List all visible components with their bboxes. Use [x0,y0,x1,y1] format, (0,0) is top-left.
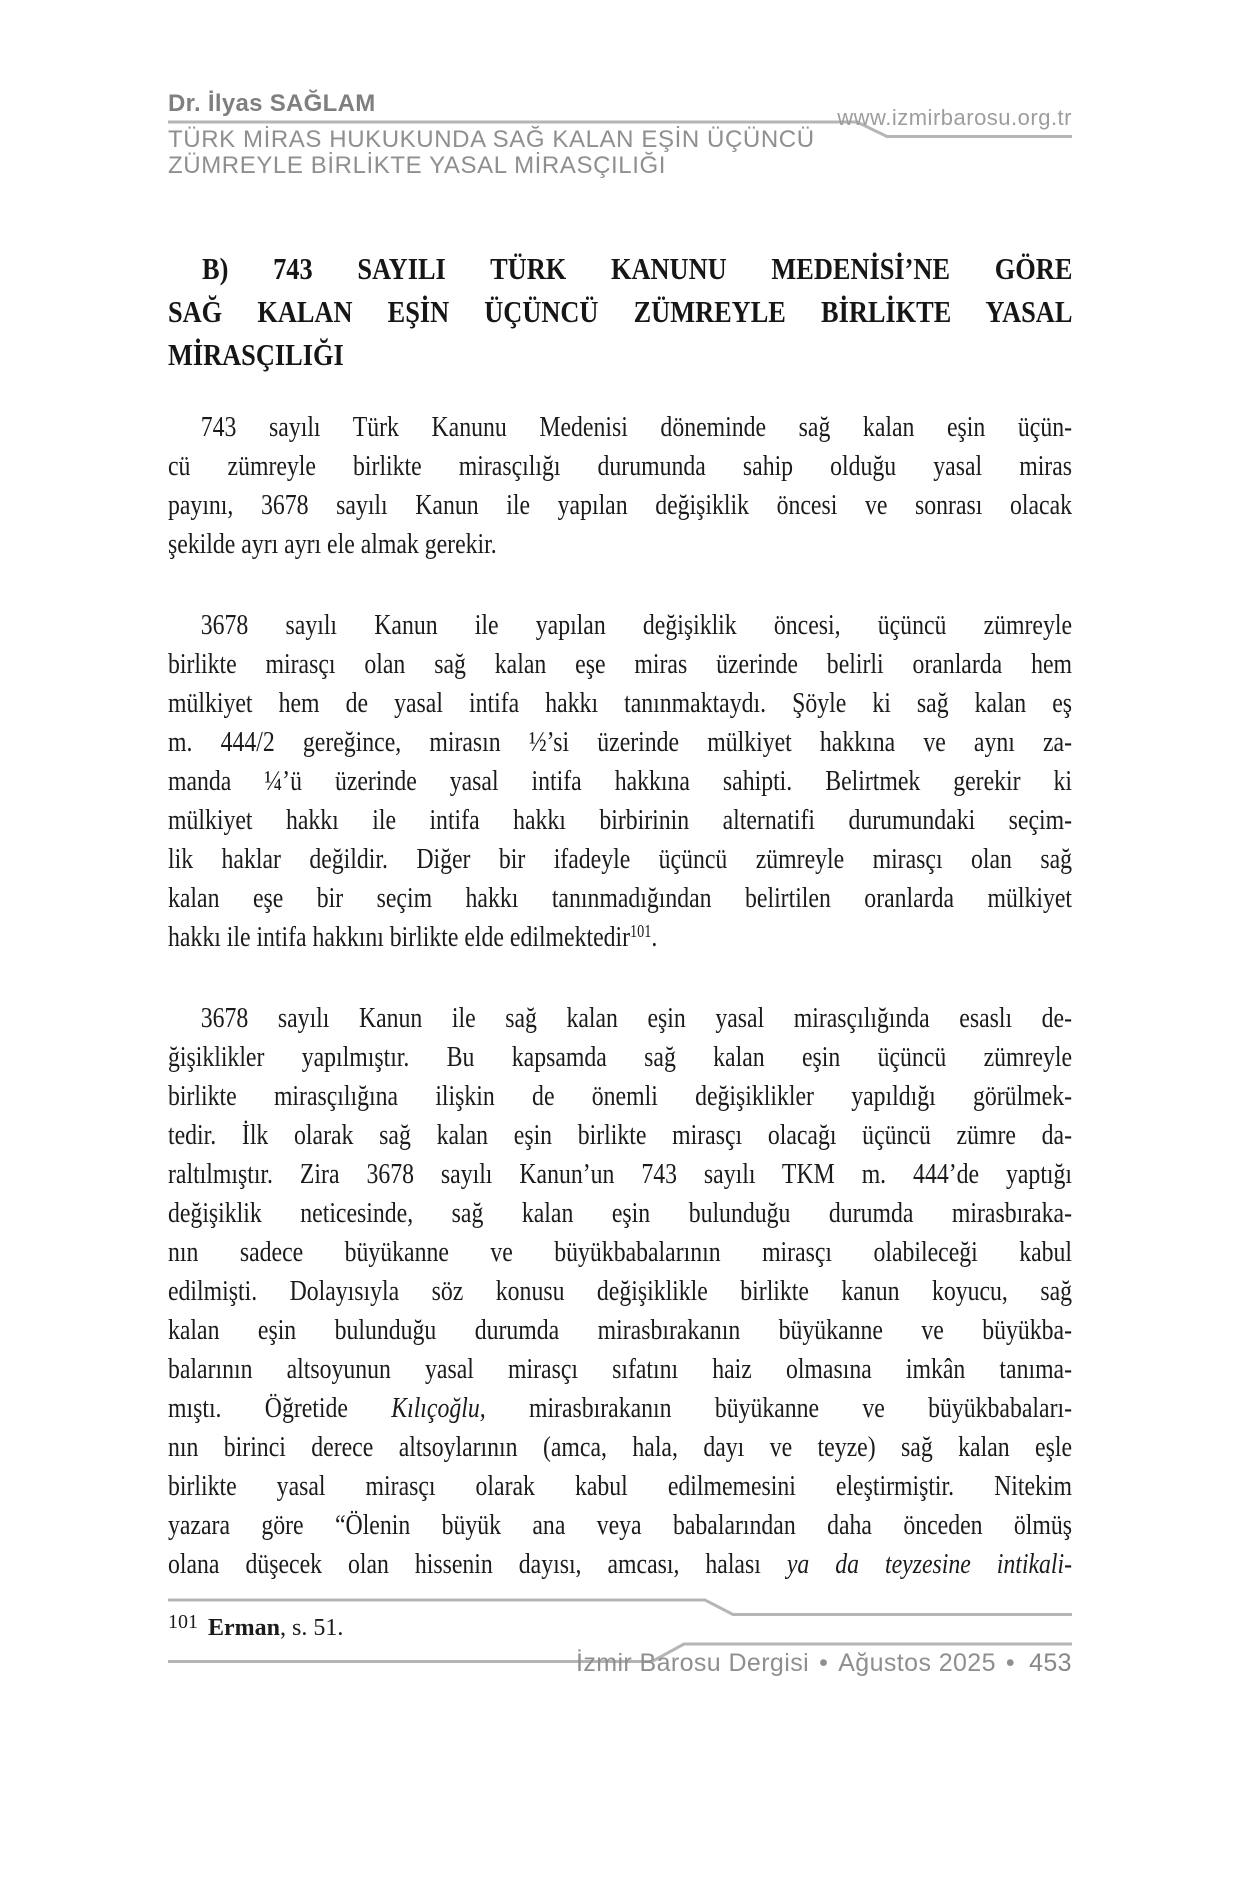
footer-bullet: • [1005,1649,1016,1677]
text-line [168,447,1072,486]
text-run: mülkiyet hakkı ile intifa hakkı birbirinin alternatifi durumundaki seçim- [168,804,1073,836]
section-heading-line: MİRASÇILIĞI [168,337,344,372]
text-line [168,1155,1072,1194]
text-run: birlikte mirasçı olan sağ kalan eşe miras üzerinde belirli oranlarda hem [168,648,1073,680]
text-run: edilmişti. Dolayısıyla söz konusu değişiklikle birlikte kanun koyucu, sağ [168,1275,1073,1307]
text-run: birlikte yasal mirasçı olarak kabul edilmemesini eleştirmiştir. Nitekim [168,1470,1073,1502]
footnote-marker: 101 [630,921,652,941]
text-line [168,1194,1072,1233]
text-line [168,1545,1072,1584]
paragraph [168,606,1072,957]
text-run: şekilde ayrı ayrı ele almak gerekir. [168,528,497,560]
text-line [168,918,1072,957]
text-run: m. 444/2 gereğince, mirasın ½’si üzerinde mülkiyet hakkına ve aynı za- [168,726,1073,758]
footer-journal-name: İzmir Barosu Dergisi [576,1649,810,1677]
text-run: lik haklar değildir. Diğer bir ifadeyle üçüncü zümreyle mirasçı olan sağ [168,843,1073,875]
text-run: kalan eşe bir seçim hakkı tanınmadığından belirtilen oranlarda mülkiyet [168,882,1073,914]
text-run: raltılmıştır. Zira 3678 sayılı Kanun’un 743 sayılı TKM m. 444’de yaptığı [168,1158,1073,1190]
article-title [168,127,1072,179]
text-line [168,1311,1072,1350]
text-line [168,762,1072,801]
section-heading-line: B) 743 SAYILI TÜRK KANUNU MEDENİSİ’NE GÖRE [202,251,1073,286]
text-line [168,684,1072,723]
text-run: manda ¼’ü üzerinde yasal intifa hakkına sahipti. Belirtmek gerekir ki [168,765,1073,797]
text-run: kalan eşin bulunduğu durumda mirasbırakanın büyükanne ve büyükba- [168,1314,1073,1346]
text-run: yazara göre “Ölenin büyük ana veya babalarından daha önceden ölmüş [168,1509,1073,1541]
paragraph [168,408,1072,564]
text-line [168,408,1072,447]
text-run: payını, 3678 sayılı Kanun ile yapılan değişiklik öncesi ve sonrası olacak [168,489,1073,521]
text-line [168,840,1072,879]
text-run: mirasbırakanın büyükanne ve büyükbabaları- [485,1392,1073,1424]
article-body [168,408,1072,1626]
text-line [168,1077,1072,1116]
text-run: olana düşecek olan hissenin dayısı, amcası, halası [168,1548,787,1580]
text-line [168,723,1072,762]
page-number: 453 [1029,1649,1072,1677]
text-line [168,1038,1072,1077]
text-line [168,1233,1072,1272]
paragraph [168,999,1072,1584]
text-line [168,1506,1072,1545]
article-title-line-1: TÜRK MİRAS HUKUKUNDA SAĞ KALAN EŞİN ÜÇÜNCÜ [168,126,815,153]
text-line [168,645,1072,684]
text-line [168,801,1072,840]
section-heading [168,247,1072,376]
text-line [168,1116,1072,1155]
text-run: birlikte mirasçılığına ilişkin de önemli değişiklikler yapıldığı görülmek- [168,1080,1073,1112]
footnote-reference: , s. 51. [280,1615,344,1641]
text-run: nın sadece büyükanne ve büyükbabalarının mirasçı olabileceği kabul [168,1236,1073,1268]
text-run: cü zümreyle birlikte mirasçılığı durumunda sahip olduğu yasal miras [168,450,1073,482]
text-line [168,999,1072,1038]
text-run: 3678 sayılı Kanun ile sağ kalan eşin yasal mirasçılığında esaslı de- [200,1002,1073,1034]
text-line [168,1467,1072,1506]
text-run: 743 sayılı Türk Kanunu Medenisi döneminde sağ kalan eşin üçün- [200,411,1073,443]
article-title-line-2: ZÜMREYLE BİRLİKTE YASAL MİRASÇILIĞI [168,152,667,179]
text-line [168,606,1072,645]
text-run: 3678 sayılı Kanun ile yapılan değişiklik öncesi, üçüncü zümreyle [200,609,1073,641]
italic-text-run: ya da teyzesine intikali- [786,1548,1073,1580]
footer-issue: Ağustos 2025 [838,1649,996,1677]
author-name: Dr. İlyas SAĞLAM [168,90,376,117]
text-line [168,1272,1072,1311]
text-run: balarının altsoyunun yasal mirasçı sıfatını haiz olmasına imkân tanıma- [168,1353,1073,1385]
text-line [168,1428,1072,1467]
text-line [168,525,1072,564]
text-run: tedir. İlk olarak sağ kalan eşin birlikte mirasçı olacağı üçüncü zümre da- [168,1119,1073,1151]
footer [168,1649,1072,1678]
text-run: mıştı. Öğretide [168,1392,392,1424]
text-line [168,1350,1072,1389]
italic-text-run: Kılıçoğlu, [391,1392,486,1424]
text-line [168,486,1072,525]
text-line [168,1389,1072,1428]
text-run: ğişiklikler yapılmıştır. Bu kapsamda sağ kalan eşin üçüncü zümreyle [168,1041,1073,1073]
footnote-number: 101 [168,1611,198,1633]
text-run: değişiklik neticesinde, sağ kalan eşin bulunduğu durumda mirasbıraka- [168,1197,1073,1229]
journal-website: www.izmirbarosu.org.tr [837,105,1072,130]
text-run: mülkiyet hem de yasal intifa hakkı tanınmaktaydı. Şöyle ki sağ kalan eş [168,687,1073,719]
text-run: hakkı ile intifa hakkını birlikte elde edilmektedir [168,921,631,953]
section-heading-line: SAĞ KALAN EŞİN ÜÇÜNCÜ ZÜMREYLE BİRLİKTE YASAL [168,294,1073,329]
text-run: nın birinci derece altsoylarının (amca, hala, dayı ve teyze) sağ kalan eşle [168,1431,1073,1463]
footer-bullet: • [819,1649,829,1677]
footnote-author: Erman [208,1615,280,1641]
footnote [168,1611,1072,1642]
text-line [168,879,1072,918]
text-run: . [651,921,658,953]
